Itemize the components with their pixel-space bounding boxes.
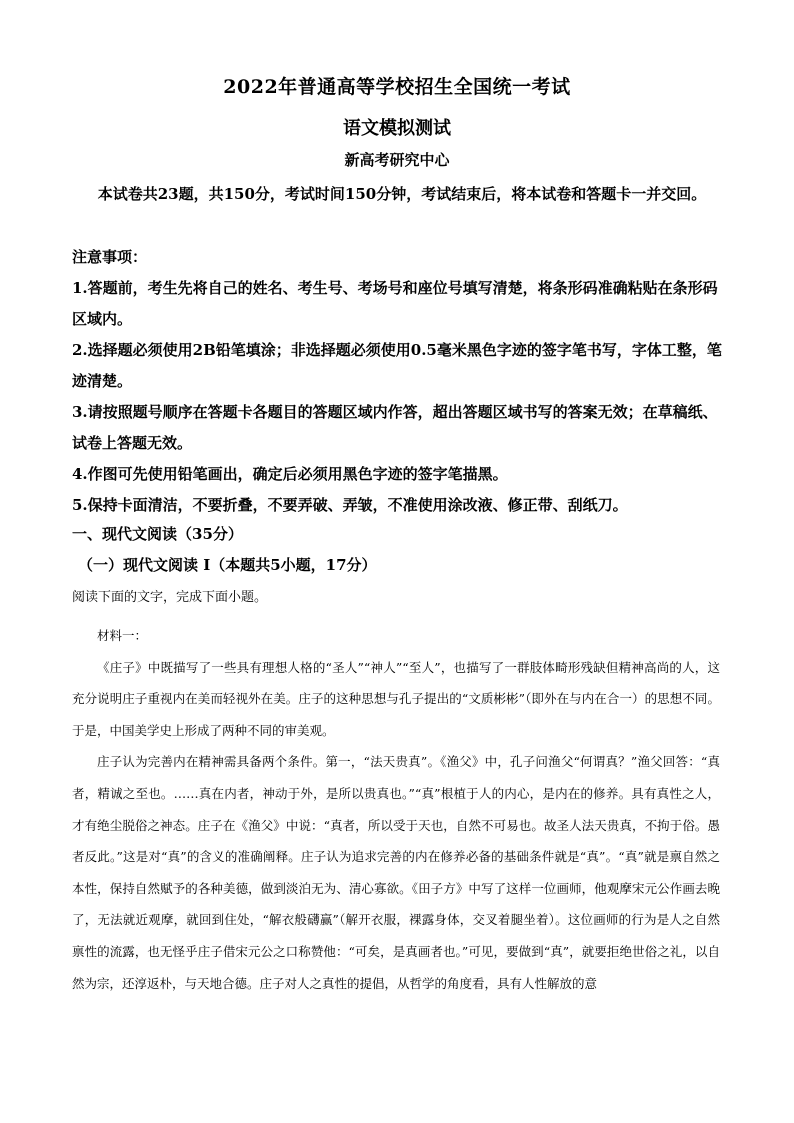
exam-intro: 本试卷共23题，共150分，考试时间150分钟，考试结束后，将本试卷和答题卡一并交回。 (97, 185, 707, 203)
article-paragraph: 《庄子》中既描写了一些具有理想人格的“圣人”“神人”“至人”，也描写了一群肢体畸形残缺但精神高尚的人，这充分说明庄子重视内在美而轻视外在美。庄子的这种思想与孔子提出的“文质彬彬”（即外在与内在合一）的思想不同。于是，中国美学史上形成了两种不同的审美观。 (72, 659, 720, 738)
article-paragraph: 庄子认为完善内在精神需具备两个条件。第一，“法天贵真”。《渔父》中，孔子问渔父“何谓真？”渔父回答：“真者，精诚之至也。……真在内者，神动于外，是所以贵真也。”“真”根植于人的内心，是内在的修养。具有真性之人，才有绝尘脱俗之神态。庄子在《渔父》中说：“真者，所以受于天也，自然不可易也。故圣人法天贵真，不拘于俗。愚者反此。”这是对“真”的含义的准确阐释。庄子认为追求完善的内在修养必备的基础条件就是“真”。“真”就是禀自然之本性，保持自然赋予的各种美德，做到淡泊无为、清心寡欲。《田子方》中写了这样一位画师，他观摩宋元公作画去晚了，无法就近观摩，就回到住处，“解衣般礴赢”（解开衣服，裸露身体，交叉着腿坐着）。这位画师的行为是人之自然禀性的流露，也无怪乎庄子借宋元公之口称赞他：“可矣，是真画者也。”可见，要做到“真”，就要拒绝世俗之礼，以自然为宗，还淳返朴，与天地合德。庄子对人之真性的提倡，从哲学的角度看，具有人性解放的意 (72, 754, 720, 991)
note-item: 2.选择题必须使用2B铅笔填涂；非选择题必须使用0.5毫米黑色字迹的签字笔书写，字体工整，笔迹清楚。 (72, 341, 722, 390)
subject-title: 语文模拟测试 (343, 118, 451, 139)
organizer-name: 新高考研究中心 (344, 151, 450, 169)
sub-section-title: （一）现代文阅读 I（本题共5小题，17分） (78, 556, 377, 574)
note-item: 1.答题前，考生先将自己的姓名、考生号、考场号和座位号填写清楚，将条形码准确粘贴在条形码区域内。 (72, 279, 718, 328)
exam-title: 2022年普通高等学校招生全国统一考试 (223, 76, 571, 98)
note-item: 5.保持卡面清洁，不要折叠，不要弄破、弄皱，不准使用涂改液、修正带、刮纸刀。 (72, 496, 628, 514)
note-item: 4.作图可先使用铅笔画出，确定后必须用黑色字迹的签字笔描黑。 (72, 465, 508, 483)
reading-material (72, 620, 720, 999)
note-item: 3.请按照题号顺序在答题卡各题目的答题区域内作答，超出答题区域书写的答案无效；在草稿纸、试卷上答题无效。 (72, 403, 718, 452)
notes-block (72, 242, 728, 521)
material-label: 材料一： (97, 628, 148, 643)
part-title: 一、现代文阅读（35分） (72, 525, 243, 543)
notes-heading: 注意事项： (72, 248, 148, 266)
reading-instruction: 阅读下面的文字，完成下面小题。 (72, 590, 268, 605)
